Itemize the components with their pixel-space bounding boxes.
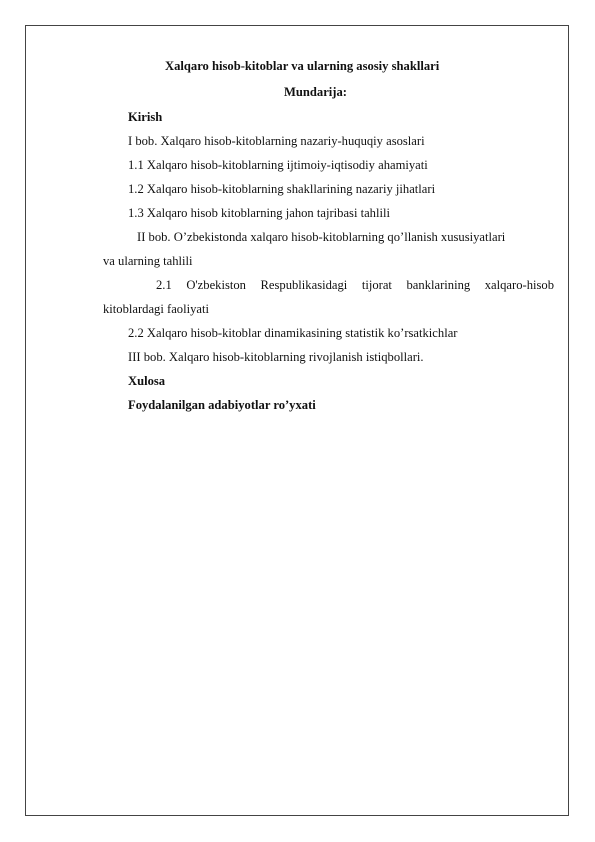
toc-section-1-2: 1.2 Xalqaro hisob-kitoblarning shakllarining nazariy jihatlari bbox=[128, 182, 436, 196]
toc-chapter-2-line1: II bob. O’zbekistonda xalqaro hisob-kitoblarning qo’llanish xususiyatlari bbox=[137, 230, 506, 244]
toc-chapter-3: III bob. Xalqaro hisob-kitoblarning rivojlanish istiqbollari. bbox=[128, 350, 424, 364]
toc-section-1-3: 1.3 Xalqaro hisob kitoblarning jahon tajribasi tahlili bbox=[128, 206, 390, 220]
toc-chapter-1: I bob. Xalqaro hisob-kitoblarning nazariy-huquqiy asoslari bbox=[128, 134, 425, 148]
toc-references: Foydalanilgan adabiyotlar ro’yxati bbox=[128, 398, 316, 412]
toc-section-1-1: 1.1 Xalqaro hisob-kitoblarning ijtimoiy-iqtisodiy ahamiyati bbox=[128, 158, 428, 172]
toc-section-2-1-line2: kitoblardagi faoliyati bbox=[103, 302, 209, 316]
toc-section-2-1-line1: 2.1 O'zbekiston Respublikasidagi tijorat banklarining xalqaro-hisob bbox=[156, 278, 554, 292]
toc-intro: Kirish bbox=[128, 110, 163, 124]
document-title: Xalqaro hisob-kitoblar va ularning asosiy shakllari bbox=[165, 59, 440, 73]
toc-section-2-2: 2.2 Xalqaro hisob-kitoblar dinamikasining statistik ko’rsatkichlar bbox=[128, 326, 458, 340]
toc-chapter-2-line2: va ularning tahlili bbox=[103, 254, 193, 268]
contents-heading: Mundarija: bbox=[284, 85, 347, 99]
toc-conclusion: Xulosa bbox=[128, 374, 166, 388]
